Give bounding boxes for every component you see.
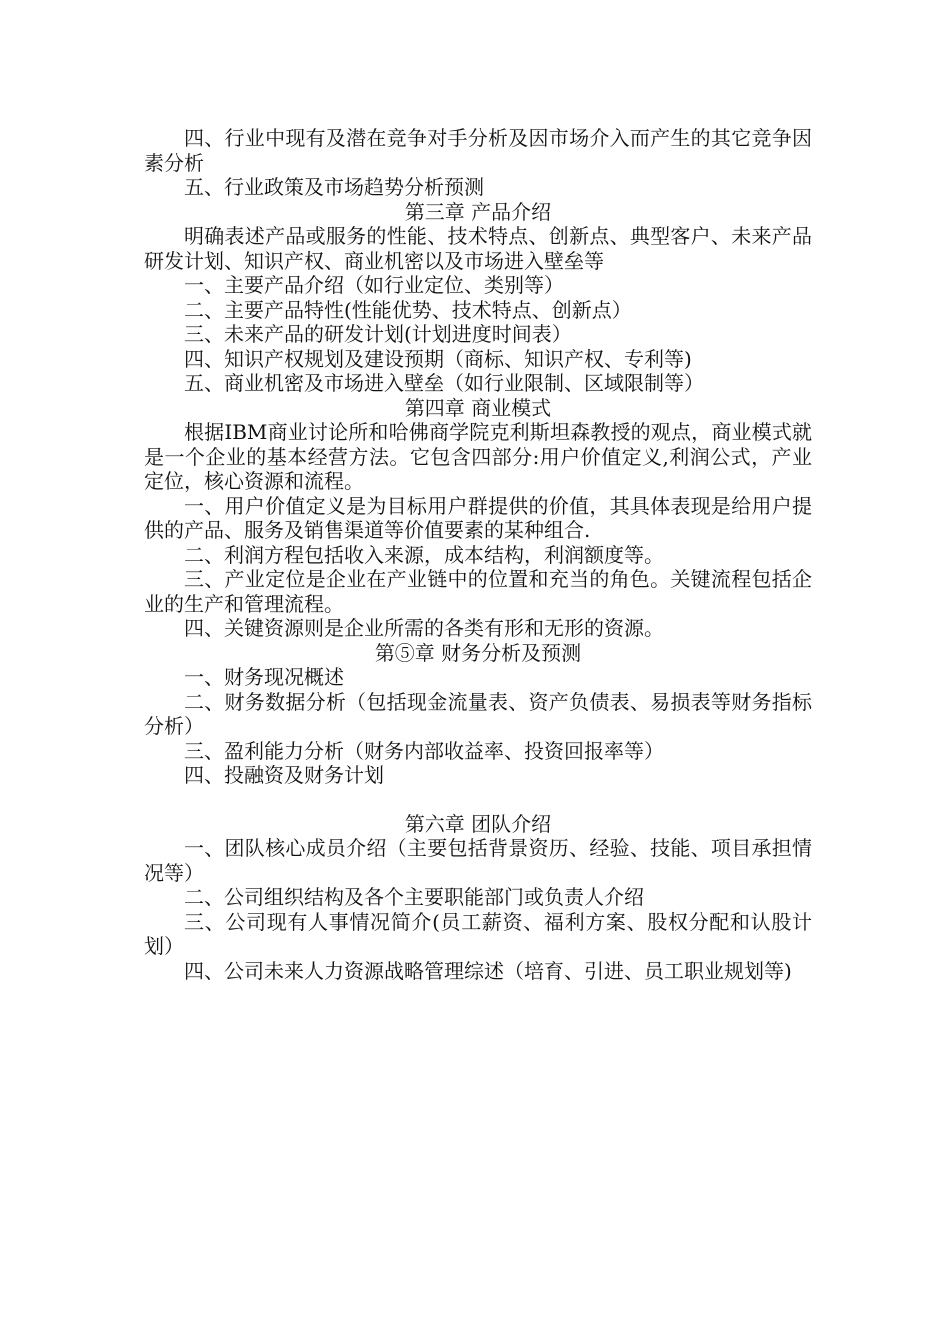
chapter-heading: 第四章 商业模式 bbox=[404, 395, 552, 420]
paragraph: 三、产业定位是企业在产业链中的位置和充当的角色。关键流程包括企业的生产和管理流程。 bbox=[144, 567, 812, 616]
paragraph: 根据IBM商业讨论所和哈佛商学院克利斯坦森教授的观点，商业模式就是一个企业的基本经营方法。它包含四部分:用户价值定义,利润公式，产业定位，核心资源和流程。 bbox=[144, 420, 812, 493]
paragraph: 四、行业中现有及潜在竞争对手分析及因市场介入而产生的其它竞争因素分析 bbox=[144, 126, 812, 175]
paragraph: 一、主要产品介绍（如行业定位、类别等） bbox=[184, 273, 564, 297]
paragraph: 三、未来产品的研发计划(计划进度时间表） bbox=[184, 322, 572, 346]
paragraph: 一、财务现况概述 bbox=[184, 665, 344, 689]
paragraph: 五、行业政策及市场趋势分析预测 bbox=[184, 175, 484, 199]
paragraph: 二、利润方程包括收入来源，成本结构，利润额度等。 bbox=[184, 542, 664, 567]
paragraph: 四、知识产权规划及建设预期（商标、知识产权、专利等) bbox=[184, 346, 692, 371]
paragraph: 五、商业机密及市场进入壁垒（如行业限制、区域限制等） bbox=[184, 371, 704, 395]
paragraph: 四、投融资及财务计划 bbox=[184, 763, 384, 787]
paragraph: 明确表述产品或服务的性能、技术特点、创新点、典型客户、未来产品研发计划、知识产权、商业机密以及市场进入壁垒等 bbox=[144, 224, 812, 273]
paragraph: 一、团队核心成员介绍（主要包括背景资历、经验、技能、项目承担情况等） bbox=[144, 836, 812, 885]
chapter-heading: 第三章 产品介绍 bbox=[404, 199, 552, 224]
document-body bbox=[144, 126, 812, 983]
paragraph: 二、公司组织结构及各个主要职能部门或负责人介绍 bbox=[184, 885, 644, 909]
paragraph: 二、财务数据分析（包括现金流量表、资产负债表、易损表等财务指标分析） bbox=[144, 689, 812, 738]
paragraph: 四、公司未来人力资源战略管理综述（培育、引进、员工职业规划等) bbox=[184, 958, 792, 983]
paragraph: 一、用户价值定义是为目标用户群提供的价值，其具体表现是给用户提供的产品、服务及销售渠道等价值要素的某种组合. bbox=[144, 493, 812, 542]
paragraph: 三、盈利能力分析（财务内部收益率、投资回报率等） bbox=[184, 738, 664, 763]
paragraph: 四、关键资源则是企业所需的各类有形和无形的资源。 bbox=[184, 616, 664, 640]
chapter-heading: 第六章 团队介绍 bbox=[404, 811, 552, 836]
paragraph: 二、主要产品特性(性能优势、技术特点、创新点） bbox=[184, 297, 632, 322]
paragraph: 三、公司现有人事情况简介(员工薪资、福利方案、股权分配和认股计划） bbox=[144, 909, 812, 958]
chapter-heading: 第⑤章 财务分析及预测 bbox=[374, 640, 582, 665]
